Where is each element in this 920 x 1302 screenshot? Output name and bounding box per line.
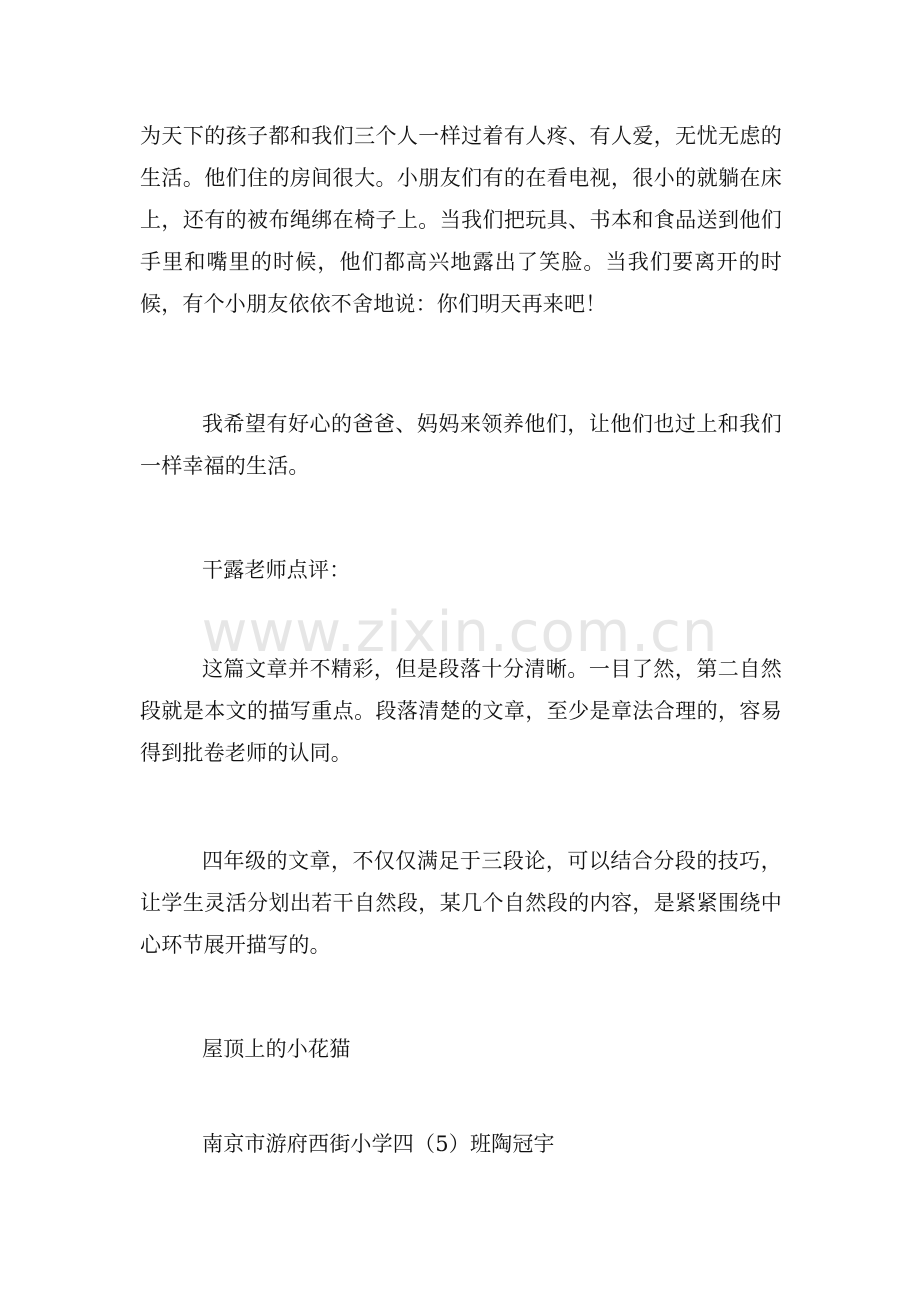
paragraph-2: 我希望有好心的爸爸、妈妈来领养他们，让他们也过上和我们一样幸福的生活。: [140, 412, 782, 478]
paragraph-5: 四年级的文章，不仅仅满足于三段论，可以结合分段的技巧，让学生灵活分划出若干自然段，某几个自然段的内容，是紧紧围绕中心环节展开描写的。: [140, 849, 782, 957]
paragraph-7-author: 南京市游府西街小学四（5）班陶冠宇: [202, 1132, 555, 1156]
paragraph-6-title: 屋顶上的小花猫: [202, 1037, 351, 1061]
watermark: www.zixin.com.cn: [201, 600, 719, 665]
paragraph-1: 为天下的孩子都和我们三个人一样过着有人疼、有人爱，无忧无虑的生活。他们住的房间很大。小朋友们有的在看电视，很小的就躺在床上，还有的被布绳绑在椅子上。当我们把玩具、书本和食品送到他们手里和嘴里的时候，他们都高兴地露出了笑脸。当我们要离开的时候，有个小朋友依依不舍地说：你们明天再来吧！: [140, 124, 782, 316]
paragraph-4: 这篇文章并不精彩，但是段落十分清晰。一目了然，第二自然段就是本文的描写重点。段落清楚的文章，至少是章法合理的，容易得到批卷老师的认同。: [140, 657, 782, 765]
paragraph-3-comment-heading: 干露老师点评：: [202, 558, 351, 582]
